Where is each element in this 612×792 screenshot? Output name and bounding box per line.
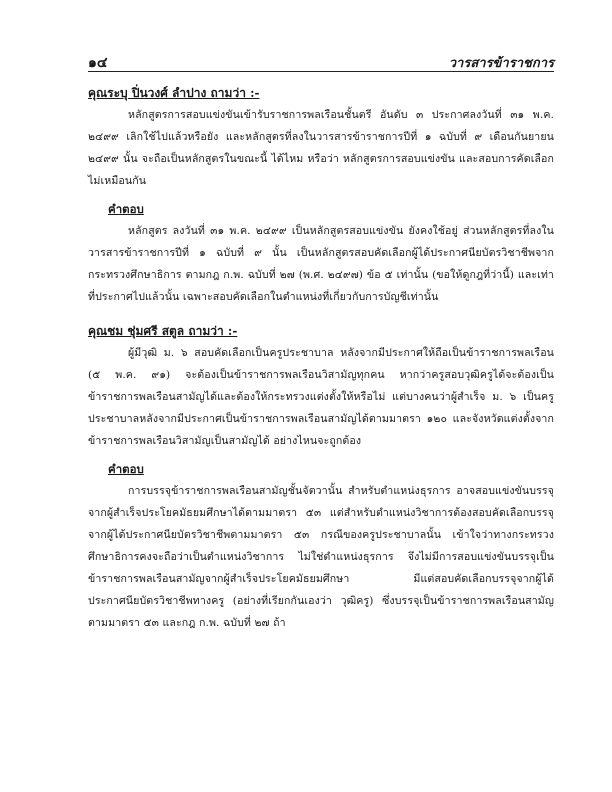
answer-label: คำตอบ <box>108 202 144 216</box>
journal-title: วารสารข้าราชการ <box>448 56 554 71</box>
asker-heading: คุณชม ชุ่มศรี สตูล ถามว่า :- <box>88 324 238 338</box>
answer-paragraph: หลักสูตร ลงวันที่ ๓๑ พ.ค. ๒๔๙๙ เป็นหลักสูตรสอบแข่งขัน ยังคงใช้อยู่ ส่วนหลักสูตรที่ลงในวารสารข้าราชการปีที่ ๑ ฉบับที่ ๙ นั้น เป็นหลักสูตรสอบคัดเลือกผู้ได้ประกาศนียบัตรวิชาชีพจากกระทรวงศึกษาธิการ ตามกฎ ก.พ. ฉบับที่ ๒๗ (พ.ศ. ๒๔๙๗) ข้อ ๕ เท่านั้น (ขอให้ดูกฎที่ว่านี้) และเท่าที่ประกาศไปแล้วนั้น เฉพาะสอบคัดเลือกในตำแหน่งที่เกี่ยวกับการบัญชีเท่านั้น <box>88 225 554 303</box>
page-body <box>88 82 554 638</box>
page-number: ๑๔ <box>88 55 108 71</box>
page-header <box>88 52 554 74</box>
asker-heading: คุณระบุ ปิ่นวงศ์ ลำปาง ถามว่า :- <box>88 86 260 100</box>
qa-section-1 <box>88 82 554 308</box>
answer-label: คำตอบ <box>108 462 144 476</box>
section-gap <box>88 312 554 320</box>
header-rule <box>88 71 554 72</box>
answer-paragraph: การบรรจุข้าราชการพลเรือนสามัญชั้นจัตวานั้น สำหรับตำแหน่งธุรการ อาจสอบแข่งขันบรรจุจากผู้สำเร็จประโยคมัธยมศึกษาได้ตามมาตรา ๕๓ แต่สำหรับตำแหน่งวิชาการต้องสอบคัดเลือกบรรจุจากผู้ได้ประกาศนียบัตรวิชาชีพตามมาตรา ๕๓ กรณีของครูประชาบาลนั้น เข้าใจว่าทางกระทรวงศึกษาธิการคงจะถือว่าเป็นตำแหน่งวิชาการ ไม่ใช่ตำแหน่งธุรการ จึงไม่มีการสอบแข่งขันบรรจุเป็นข้าราชการพลเรือนสามัญจากผู้สำเร็จประโยคมัธยมศึกษา มีแต่สอบคัดเลือกบรรจุจากผู้ได้ประกาศนียบัตรวิชาชีพทางครู (อย่างที่เรียกกันเองว่า วุฒิครู) ซึ่งบรรจุเป็นข้าราชการพลเรือนสามัญตามมาตรา ๕๓ และกฎ ก.พ. ฉบับที่ ๒๗ ถ้า <box>88 485 554 629</box>
question-paragraph: หลักสูตรการสอบแข่งขันเข้ารับราชการพลเรือนชั้นตรี อันดับ ๓ ประกาศลงวันที่ ๓๑ พ.ค. ๒๔๙๙ เลิกใช้ไปแล้วหรือยัง และหลักสูตรที่ลงในวารสารข้าราชการปีที่ ๑ ฉบับที่ ๙ เดือนกันยายน ๒๔๙๙ นั้น จะถือเป็นหลักสูตรในขณะนี้ ได้ไหม หรือว่า หลักสูตรการสอบแข่งขัน และสอบการคัดเลือกไม่เหมือนกัน <box>88 109 554 187</box>
question-paragraph: ผู้มีวุฒิ ม. ๖ สอบคัดเลือกเป็นครูประชาบาล หลังจากมีประกาศให้ถือเป็นข้าราชการพลเรือน (๕ พ.ค. ๙๑) จะต้องเป็นข้าราชการพลเรือนวิสามัญทุกคน หากว่าครูสอบวุฒิครูได้จะต้องเป็นข้าราชการพลเรือนสามัญได้และต้องให้กระทรวงแต่งตั้งให้หรือไม่ แต่บางคนว่าผู้สำเร็จ ม. ๖ เป็นครูประชาบาลหลังจากมีประกาศเป็นข้าราชการพลเรือนสามัญได้ตามมาตรา ๑๒๐ และจังหวัดแต่งตั้งจากข้าราชการพลเรือนวิสามัญเป็นสามัญได้ อย่างไหนจะถูกต้อง <box>88 347 554 447</box>
qa-section-2 <box>88 320 554 634</box>
